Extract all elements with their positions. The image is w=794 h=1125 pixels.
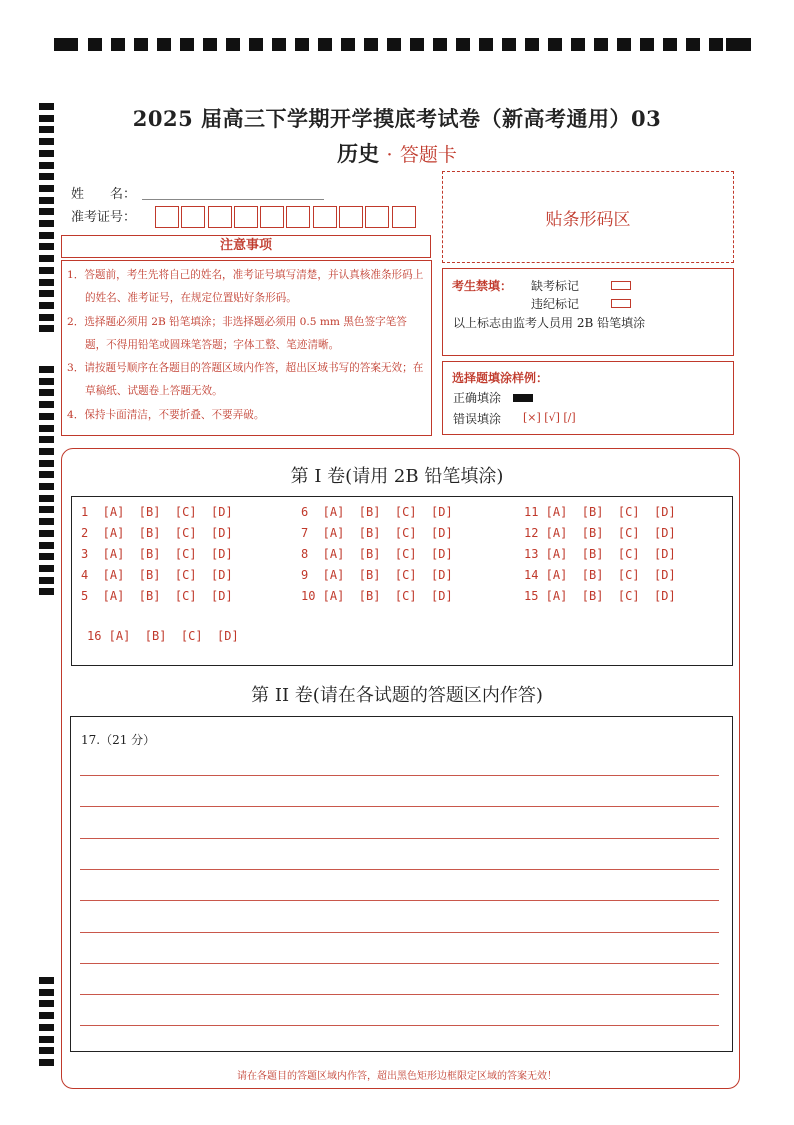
timing-mark	[39, 588, 54, 595]
timing-mark	[663, 38, 677, 51]
timing-mark	[111, 38, 125, 51]
notice-title: 注意事项	[61, 235, 431, 258]
timing-mark	[39, 1012, 54, 1019]
answer-card-label: 答题卡	[399, 144, 457, 166]
card-subtitle	[0, 138, 794, 168]
exam-id-label: 准考证号：	[71, 210, 137, 225]
timing-mark	[456, 38, 470, 51]
exam-id-digit-box[interactable]	[155, 206, 179, 228]
mc-question[interactable]: 5 [A] [B] [C] [D]	[81, 589, 233, 603]
timing-mark	[318, 38, 332, 51]
timing-mark	[39, 495, 54, 502]
timing-mark	[502, 38, 516, 51]
timing-mark	[433, 38, 447, 51]
mc-question[interactable]: 15 [A] [B] [C] [D]	[524, 589, 676, 603]
candidate-prohibited-box	[442, 268, 734, 356]
timing-mark	[39, 314, 54, 321]
timing-mark	[39, 243, 54, 250]
timing-mark	[39, 366, 54, 373]
mc-question[interactable]: 11 [A] [B] [C] [D]	[524, 505, 676, 519]
exam-id-boxes[interactable]	[155, 206, 418, 230]
mc-question[interactable]: 1 [A] [B] [C] [D]	[81, 505, 233, 519]
mc-question[interactable]: 3 [A] [B] [C] [D]	[81, 547, 233, 561]
timing-mark	[39, 197, 54, 204]
violation-mark-box[interactable]	[611, 299, 631, 308]
timing-mark	[39, 378, 54, 385]
mc-question[interactable]: 8 [A] [B] [C] [D]	[301, 547, 453, 561]
timing-mark	[39, 1000, 54, 1007]
fill-sample-box	[442, 361, 734, 435]
timing-mark	[39, 1059, 54, 1066]
part1-heading: 第 I 卷(请用 2B 铅笔填涂)	[290, 466, 504, 487]
timing-mark	[39, 1047, 54, 1054]
exam-id-digit-box[interactable]	[181, 206, 205, 228]
timing-mark	[272, 38, 286, 51]
timing-mark	[341, 38, 355, 51]
subject-label: 历史	[337, 141, 380, 166]
part2-heading: 第 II 卷(请在各试题的答题区内作答)	[251, 685, 543, 706]
timing-mark	[249, 38, 263, 51]
question-17-label: 17.（21 分）	[81, 733, 156, 747]
violation-mark-label: 违纪标记	[531, 297, 580, 311]
timing-mark	[39, 267, 54, 274]
exam-id-digit-box[interactable]	[365, 206, 389, 228]
mc-question[interactable]: 12 [A] [B] [C] [D]	[524, 526, 676, 540]
timing-marks-left-lower	[39, 977, 54, 1069]
timing-mark	[39, 1036, 54, 1043]
timing-mark	[39, 413, 54, 420]
mc-question[interactable]: 9 [A] [B] [C] [D]	[301, 568, 453, 582]
timing-mark	[39, 448, 54, 455]
timing-mark	[479, 38, 493, 51]
exam-id-digit-box[interactable]	[392, 206, 416, 228]
exam-id-digit-box[interactable]	[260, 206, 284, 228]
timing-mark	[39, 173, 54, 180]
timing-mark	[525, 38, 539, 51]
timing-mark	[39, 389, 54, 396]
wrong-fill-label: 错误填涂	[453, 412, 502, 426]
timing-mark	[39, 290, 54, 297]
timing-mark	[726, 38, 751, 51]
barcode-label: 贴条形码区	[545, 209, 631, 230]
sample-title: 选择题填涂样例：	[452, 371, 549, 385]
notice-item: 4．保持卡面清洁，不要折叠、不要弄破。	[67, 408, 265, 421]
timing-mark	[617, 38, 631, 51]
mc-question[interactable]: 14 [A] [B] [C] [D]	[524, 568, 676, 582]
subtitle-dot: ·	[386, 144, 393, 166]
notice-box	[61, 260, 432, 436]
mc-question[interactable]: 4 [A] [B] [C] [D]	[81, 568, 233, 582]
exam-id-digit-box[interactable]	[339, 206, 363, 228]
timing-mark	[39, 325, 54, 332]
timing-mark	[39, 577, 54, 584]
mc-question[interactable]: 10 [A] [B] [C] [D]	[301, 589, 453, 603]
mc-question[interactable]: 2 [A] [B] [C] [D]	[81, 526, 233, 540]
timing-mark	[39, 425, 54, 432]
timing-mark	[39, 1024, 54, 1031]
timing-mark	[548, 38, 562, 51]
timing-mark	[39, 436, 54, 443]
name-field[interactable]	[142, 198, 324, 200]
timing-mark	[39, 185, 54, 192]
timing-mark	[39, 302, 54, 309]
exam-id-digit-box[interactable]	[313, 206, 337, 228]
wrong-fill-examples: [×] [√] [/]	[523, 411, 576, 424]
name-label: 姓 名：	[71, 187, 137, 202]
correct-fill-label: 正确填涂	[453, 391, 502, 405]
timing-marks-top	[54, 38, 751, 52]
timing-mark	[387, 38, 401, 51]
mc-question[interactable]: 6 [A] [B] [C] [D]	[301, 505, 453, 519]
notice-item: 2．选择题必须用 2B 铅笔填涂；非选择题必须用 0.5 mm 黑色签字笔答题，不得用铅笔或圆珠笔答题；字体工整、笔迹清晰。	[67, 315, 407, 351]
timing-mark	[39, 401, 54, 408]
timing-mark	[39, 542, 54, 549]
absent-mark-label: 缺考标记	[531, 279, 580, 293]
answer-line	[80, 994, 719, 995]
timing-mark	[39, 232, 54, 239]
answer-line	[80, 869, 719, 870]
correct-fill-example	[513, 394, 533, 402]
timing-mark	[686, 38, 700, 51]
exam-id-digit-box[interactable]	[286, 206, 310, 228]
notice-item: 3．请按题号顺序在各题目的答题区域内作答，超出区域书写的答案无效；在草稿纸、试题卷上答题无效。	[67, 362, 424, 398]
answer-line	[80, 806, 719, 807]
answer-line	[80, 775, 719, 776]
timing-mark	[134, 38, 148, 51]
timing-mark	[203, 38, 217, 51]
timing-mark	[88, 38, 102, 51]
barcode-area	[442, 171, 734, 263]
timing-mark	[39, 989, 54, 996]
timing-mark	[39, 220, 54, 227]
timing-mark	[571, 38, 585, 51]
ban-note: 以上标志由监考人员用 2B 铅笔填涂	[453, 316, 646, 330]
answer-line	[80, 900, 719, 901]
mc-question[interactable]: 13 [A] [B] [C] [D]	[524, 547, 676, 561]
answer-line	[80, 1025, 719, 1026]
exam-title: 2025 届高三下学期开学摸底考试卷（新高考通用）03	[132, 106, 662, 131]
timing-mark	[640, 38, 654, 51]
timing-mark	[295, 38, 309, 51]
footer-warning: 请在各题目的答题区域内作答，超出黑色矩形边框限定区域的答案无效！	[237, 1071, 557, 1082]
essay-answer-area[interactable]	[70, 716, 733, 1052]
timing-mark	[39, 518, 54, 525]
answer-line	[80, 838, 719, 839]
exam-id-digit-box[interactable]	[234, 206, 258, 228]
timing-mark	[39, 208, 54, 215]
mc-question[interactable]: 7 [A] [B] [C] [D]	[301, 526, 453, 540]
exam-id-digit-box[interactable]	[208, 206, 232, 228]
timing-mark	[180, 38, 194, 51]
mc-question[interactable]: 16 [A] [B] [C] [D]	[87, 629, 239, 643]
timing-mark	[157, 38, 171, 51]
notice-item: 1．答题前，考生先将自己的姓名，准考证号填写清楚，并认真核准条形码上的姓名、准考证号，在规定位置贴好条形码。	[67, 269, 424, 305]
timing-mark	[54, 38, 78, 51]
ban-label: 考生禁填：	[452, 279, 513, 293]
timing-mark	[39, 255, 54, 262]
answer-line	[80, 963, 719, 964]
timing-mark	[39, 553, 54, 560]
timing-mark	[364, 38, 378, 51]
answer-line	[80, 932, 719, 933]
timing-mark	[39, 279, 54, 286]
timing-mark	[410, 38, 424, 51]
timing-mark	[39, 565, 54, 572]
timing-mark	[594, 38, 608, 51]
absent-mark-box[interactable]	[611, 281, 631, 290]
timing-mark	[39, 530, 54, 537]
timing-mark	[226, 38, 240, 51]
timing-mark	[39, 506, 54, 513]
timing-mark	[39, 977, 54, 984]
timing-mark	[709, 38, 723, 51]
